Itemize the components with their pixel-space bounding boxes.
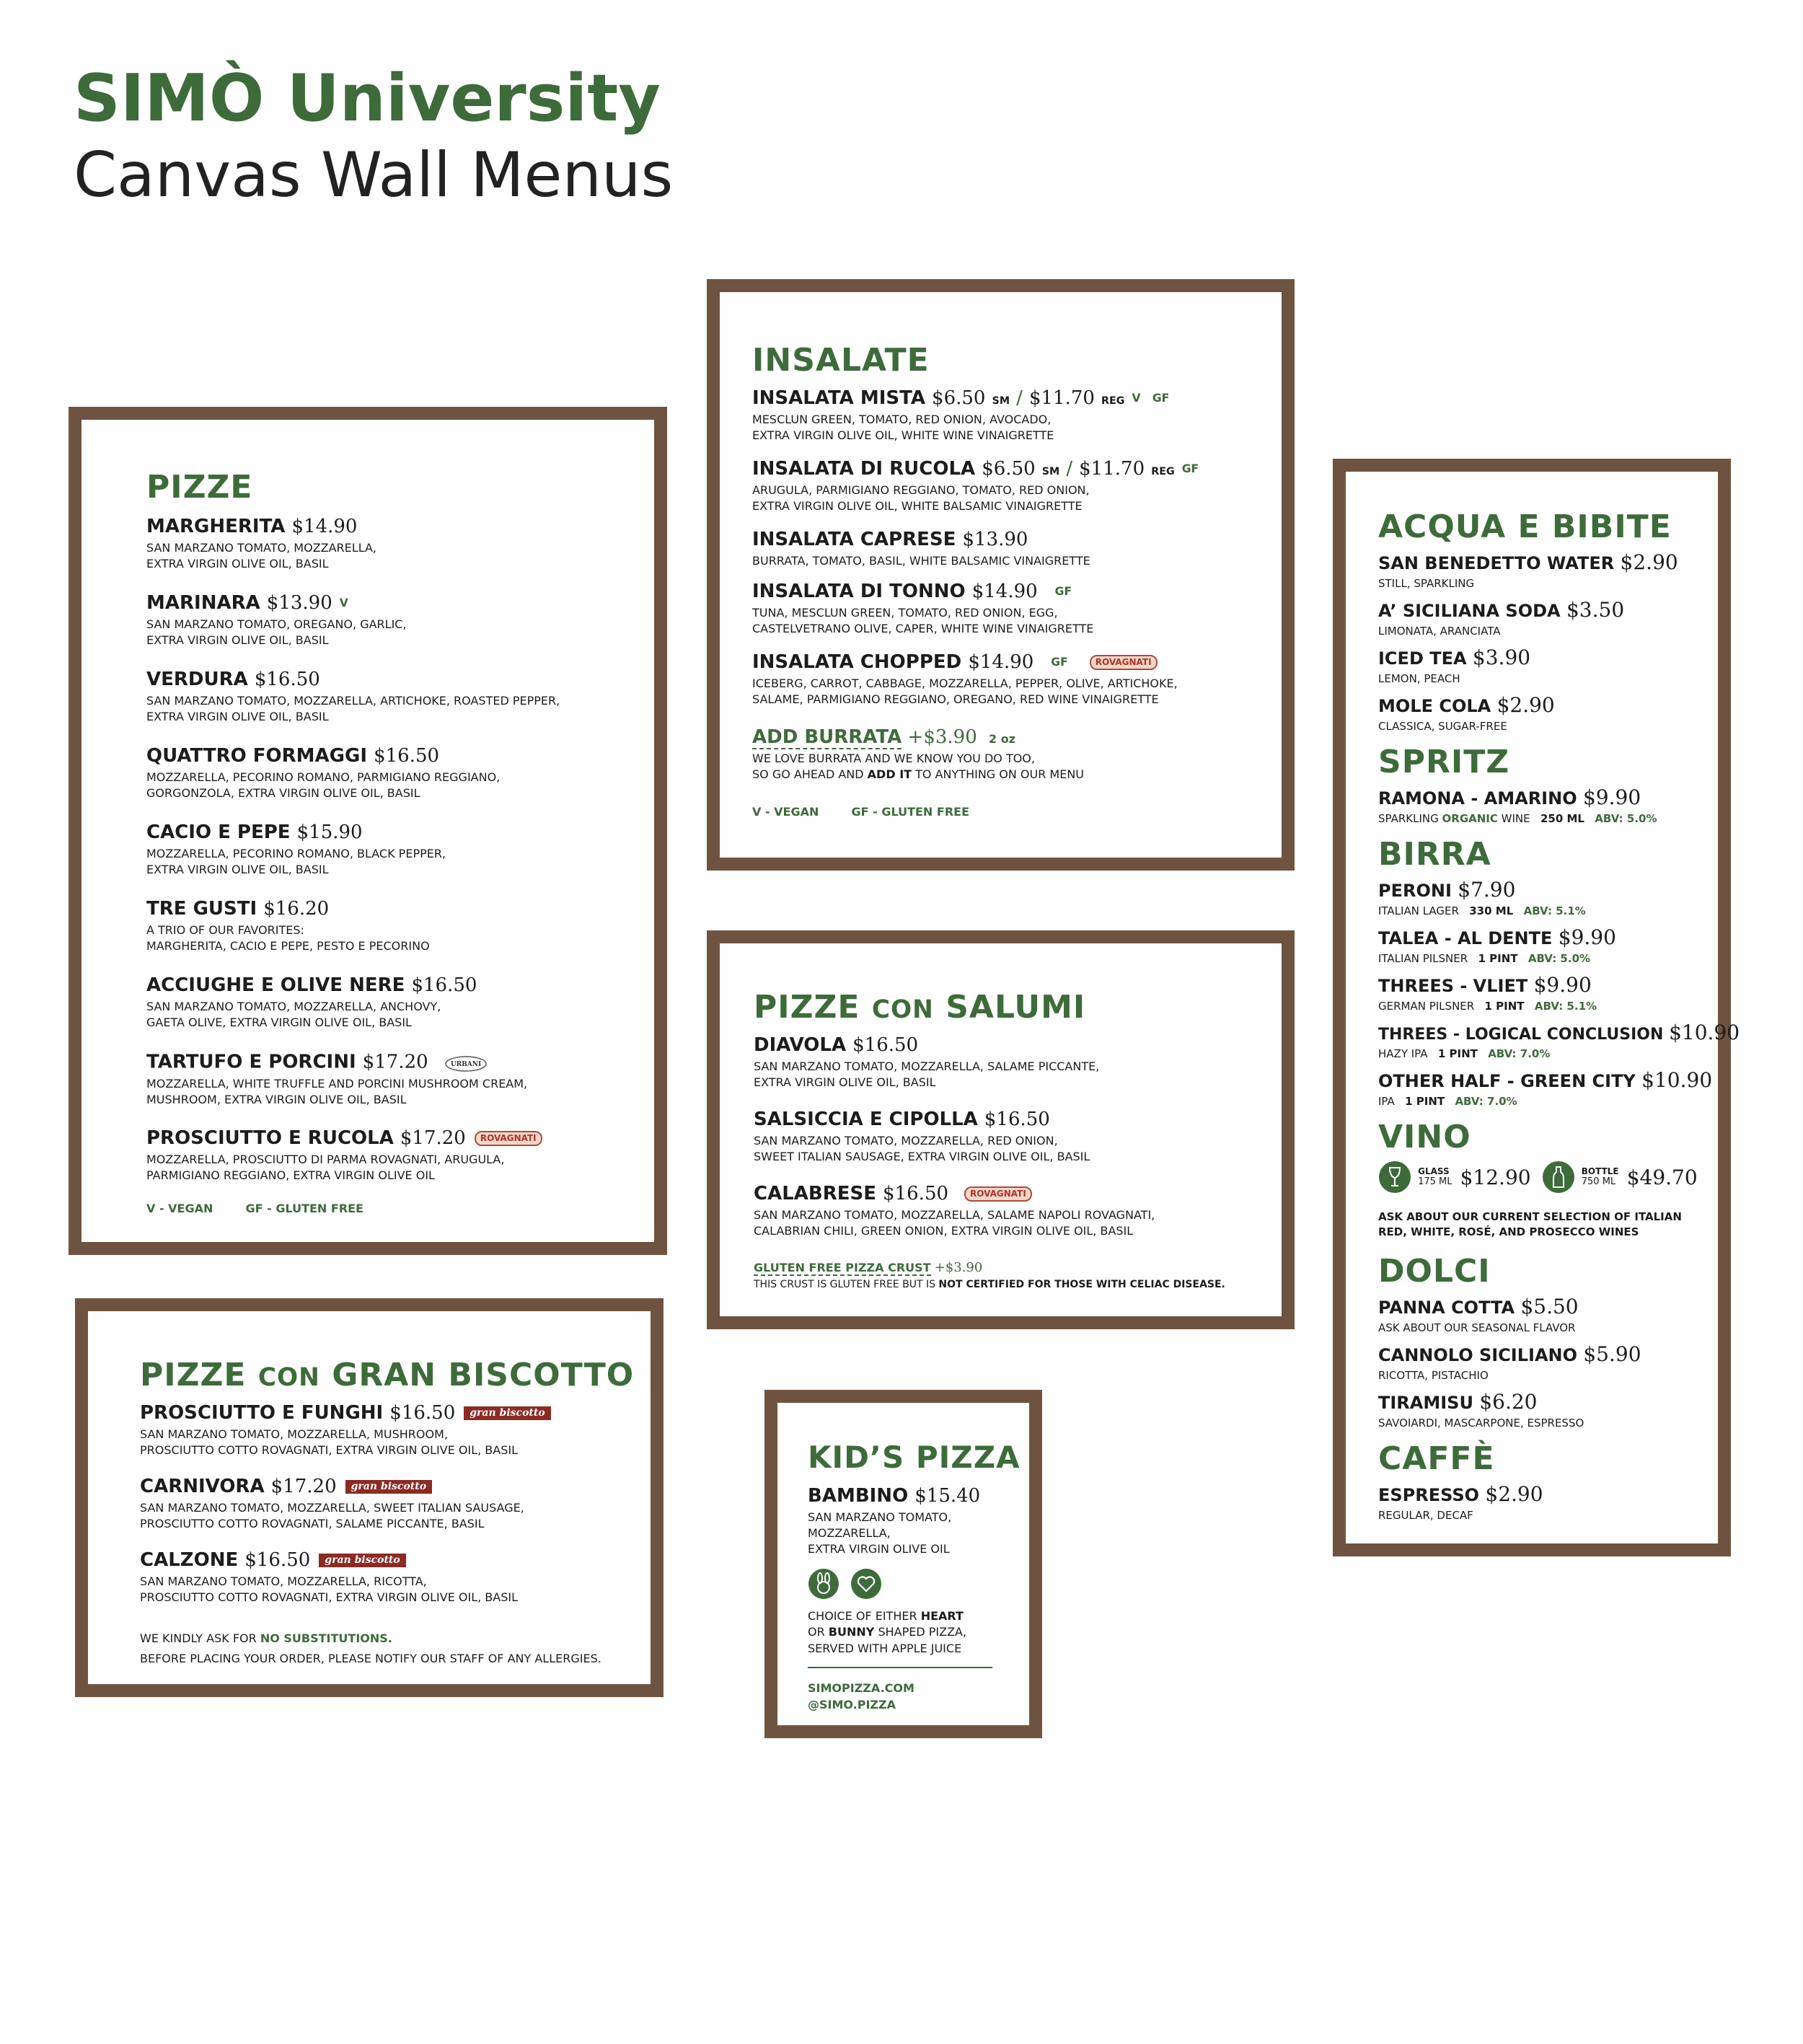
menu-item [754, 1035, 1225, 1109]
page-subtitle: Canvas Wall Menus [74, 139, 674, 211]
item-price: $16.50 [244, 1549, 311, 1571]
gran-biscotto-logo: gran biscotto [345, 1480, 432, 1494]
item-desc: EXTRA VIRGIN OLIVE OIL, BASIL [146, 556, 329, 571]
item-name: MOLE COLA [1378, 696, 1491, 716]
item-price: $13.90 [266, 592, 332, 614]
urbani-logo [442, 1052, 490, 1073]
divider [808, 1667, 992, 1668]
legend-vegan: V - VEGAN [146, 1202, 213, 1215]
social-handle[interactable]: @SIMO.PIZZA [808, 1697, 896, 1712]
item-price: $16.50 [411, 974, 477, 996]
wine-bottle-icon [1542, 1160, 1575, 1194]
item-desc: IPA 1 PINT ABV: 7.0% [1378, 1094, 1517, 1108]
svg-text:URBANI: URBANI [450, 1061, 481, 1068]
item-price: $2.90 [1620, 550, 1678, 574]
item-desc: SAN MARZANO TOMATO, MOZZARELLA, MUSHROOM, [140, 1427, 448, 1441]
item-price: $16.20 [263, 898, 330, 920]
item-desc: EXTRA VIRGIN OLIVE OIL, WHITE BALSAMIC VINAIGRETTE [752, 498, 1083, 513]
item-desc: ICEBERG, CARROT, CABBAGE, MOZZARELLA, PEPPER, OLIVE, ARTICHOKE, [752, 676, 1178, 690]
item-name: CACIO E PEPE [146, 821, 291, 843]
bottle-label: BOTTLE [1581, 1166, 1619, 1176]
item-desc: MARGHERITA, CACIO E PEPE, PESTO E PECORINO [146, 938, 430, 953]
item-name: OTHER HALF - GREEN CITY [1378, 1071, 1636, 1091]
menu-item [146, 899, 560, 975]
menu-item [752, 529, 1199, 581]
insalate-title: INSALATE [752, 342, 930, 379]
item-price: $2.90 [1496, 693, 1555, 717]
menu-item [1378, 787, 1717, 833]
add-burrata [752, 727, 1199, 805]
item-price: $3.50 [1566, 598, 1625, 622]
item-desc: PROSCIUTTO COTTO ROVAGNATI, EXTRA VIRGIN OLIVE OIL, BASIL [140, 1590, 519, 1604]
item-name: PERONI [1378, 881, 1452, 901]
item-name: INSALATA CHOPPED [752, 651, 962, 673]
glass-price: $12.90 [1460, 1165, 1531, 1189]
menu-item [146, 516, 560, 593]
drinks-panel [1333, 459, 1740, 1556]
gran-biscotto-logo: gran biscotto [319, 1554, 405, 1567]
vino-note: ASK ABOUT OUR CURRENT SELECTION OF ITALIAN [1378, 1210, 1682, 1223]
item-price: $9.90 [1533, 973, 1592, 997]
item-desc: PROSCIUTTO COTTO ROVAGNATI, SALAME PICCANTE, BASIL [140, 1516, 485, 1530]
wine-glass-icon [1378, 1160, 1411, 1194]
kids-choice: CHOICE OF EITHER HEART [808, 1608, 964, 1623]
menu-item [146, 593, 560, 669]
item-price: $5.50 [1520, 1295, 1579, 1318]
item-desc: MOZZARELLA, WHITE TRUFFLE AND PORCINI MUSHROOM CREAM, [146, 1077, 528, 1091]
menu-item [808, 1486, 992, 1507]
vegan-tag: V [339, 596, 348, 609]
diet-tags: V GF [1132, 391, 1170, 405]
menu-item [754, 1184, 1225, 1260]
vino-note: RED, WHITE, ROSÉ, AND PROSECCO WINES [1378, 1225, 1639, 1238]
item-price: $16.50 [254, 669, 320, 690]
salumi-panel [707, 930, 1295, 1329]
kids-choice: SERVED WITH APPLE JUICE [808, 1641, 962, 1655]
item-desc: A TRIO OF OUR FAVORITES: [146, 922, 304, 937]
item-desc: ARUGULA, PARMIGIANO REGGIANO, TOMATO, RED ONION, [752, 483, 1090, 497]
menu-item [1378, 647, 1717, 695]
glass-label: GLASS [1418, 1166, 1450, 1176]
kids-choice: OR BUNNY SHAPED PIZZA, [808, 1625, 967, 1639]
item-name: INSALATA MISTA [752, 387, 925, 409]
item-price: $14.90 [291, 516, 358, 537]
item-name: CALABRESE [754, 1183, 876, 1204]
item-price: $15.90 [296, 821, 363, 843]
item-desc: EXTRA VIRGIN OLIVE OIL, BASIL [754, 1075, 936, 1089]
menu-item [146, 1052, 560, 1128]
item-name: CANNOLO SICILIANO [1378, 1345, 1577, 1365]
menu-item [1378, 1296, 1717, 1344]
menu-item [1378, 599, 1717, 647]
item-price: $14.90 [971, 581, 1038, 602]
rovagnati-logo: ROVAGNATI [475, 1131, 542, 1145]
menu-item [140, 1403, 601, 1476]
item-price: $15.40 [914, 1485, 981, 1507]
website-link[interactable]: SIMOPIZZA.COM [808, 1680, 914, 1695]
item-desc: PROSCIUTTO COTTO ROVAGNATI, EXTRA VIRGIN OLIVE OIL, BASIL [140, 1442, 519, 1457]
item-price-small: $6.50 [932, 387, 986, 409]
bottle-volume: 750 ML [1581, 1176, 1616, 1188]
menu-item [140, 1550, 601, 1631]
item-name: PROSCIUTTO E FUNGHI [140, 1402, 384, 1424]
menu-item [146, 746, 560, 822]
insalate-panel [707, 279, 1295, 871]
gf-crust-note: THIS CRUST IS GLUTEN FREE BUT IS NOT CERTIFIED FOR THOSE WITH CELIAC DISEASE. [754, 1279, 1225, 1290]
item-desc: EXTRA VIRGIN OLIVE OIL, BASIL [146, 709, 329, 723]
item-desc: MESCLUN GREEN, TOMATO, RED ONION, AVOCADO, [752, 412, 1052, 426]
rovagnati-logo: ROVAGNATI [1090, 655, 1158, 669]
item-name: SALSICCIA E CIPOLLA [754, 1109, 978, 1130]
item-name: CARNIVORA [140, 1476, 265, 1497]
item-desc: ITALIAN PILSNER 1 PINT ABV: 5.0% [1378, 951, 1591, 965]
kids-panel [764, 1390, 1042, 1738]
item-desc: MOZZARELLA, PECORINO ROMANO, PARMIGIANO REGGIANO, [146, 770, 501, 784]
item-price: $16.50 [374, 745, 440, 767]
burrata-note: SO GO AHEAD AND ADD IT TO ANYTHING ON OUR MENU [752, 767, 1085, 781]
item-desc: SAN MARZANO TOMATO, MOZZARELLA, [146, 540, 377, 555]
pizze-title: PIZZE [146, 469, 253, 506]
add-burrata-price: +$3.90 [907, 726, 977, 748]
item-price: $16.50 [984, 1109, 1050, 1130]
burrata-note: WE LOVE BURRATA AND WE KNOW YOU DO TOO, [752, 751, 1035, 765]
item-name: ESPRESSO [1378, 1485, 1480, 1505]
menu-item [754, 1109, 1225, 1184]
item-desc: ASK ABOUT OUR SEASONAL FLAVOR [1378, 1321, 1576, 1334]
item-desc: SAN MARZANO TOMATO, MOZZARELLA, RICOTTA, [140, 1574, 427, 1588]
item-name: MARINARA [146, 592, 260, 614]
item-price: $16.50 [852, 1034, 919, 1056]
item-desc: SAN MARZANO TOMATO, [808, 1510, 952, 1524]
item-price: $9.90 [1582, 785, 1641, 809]
allergy-note: BEFORE PLACING YOUR ORDER, PLEASE NOTIFY OUR STAFF OF ANY ALLERGIES. [140, 1652, 601, 1666]
menu-item [1378, 927, 1717, 974]
menu-item [1378, 552, 1717, 599]
item-name: ICED TEA [1378, 648, 1467, 669]
item-desc: CASTELVETRANO OLIVE, CAPER, WHITE WINE VINAIGRETTE [752, 621, 1094, 635]
menu-item [1378, 1070, 1717, 1116]
item-desc: SAN MARZANO TOMATO, MOZZARELLA, ANCHOVY, [146, 999, 441, 1013]
item-price: $17.20 [362, 1051, 428, 1073]
item-price: $10.90 [1669, 1021, 1740, 1044]
item-desc: SALAME, PARMIGIANO REGGIANO, OREGANO, RED WINE VINAIGRETTE [752, 692, 1159, 706]
menu-item [752, 652, 1199, 727]
gf-crust-price: +$3.90 [934, 1260, 983, 1275]
kids-title: KID’S PIZZA [808, 1440, 1020, 1475]
item-name: RAMONA - AMARINO [1378, 788, 1577, 809]
item-price: $14.90 [968, 651, 1034, 673]
menu-item [146, 975, 560, 1052]
biscotto-title: PIZZE CON GRAN BISCOTTO [140, 1357, 635, 1393]
item-desc: SPARKLING ORGANIC WINE 250 ML ABV: 5.0% [1378, 811, 1657, 825]
diet-tags: GF [1051, 655, 1068, 669]
item-name: MARGHERITA [146, 516, 286, 537]
item-desc: EXTRA VIRGIN OLIVE OIL, BASIL [146, 862, 329, 876]
item-price: $6.20 [1479, 1390, 1538, 1414]
menu-item: INSALATA DI RUCOLA $6.50 SM / $11.70 REG GF ARUGULA, PARMIGIANO REGGIANO, TOMATO, RED ONION, EXTRA VIRGIN OLIVE OIL, WHITE BALSAMIC VINAIGRETTE [752, 459, 1199, 529]
bunny-icon [808, 1568, 839, 1600]
item-desc: SAVOIARDI, MASCARPONE, ESPRESSO [1378, 1416, 1584, 1430]
item-desc: SAN MARZANO TOMATO, MOZZARELLA, RED ONION, [754, 1133, 1058, 1147]
glass-volume: 175 ML [1418, 1176, 1452, 1188]
item-desc: TUNA, MESCLUN GREEN, TOMATO, RED ONION, EGG, [752, 605, 1058, 620]
item-desc: EXTRA VIRGIN OLIVE OIL, BASIL [146, 633, 329, 647]
item-name: QUATTRO FORMAGGI [146, 745, 367, 767]
item-price-small: $6.50 [982, 458, 1036, 480]
item-desc: MOZZARELLA, [808, 1525, 891, 1540]
menu-item [1378, 1021, 1740, 1070]
menu-item [1378, 1391, 1717, 1437]
item-price: $10.90 [1641, 1068, 1713, 1092]
item-price: $16.50 [389, 1402, 456, 1424]
item-desc: SAN MARZANO TOMATO, MOZZARELLA, SALAME PICCANTE, [754, 1059, 1100, 1073]
legend-gluten-free: GF - GLUTEN FREE [245, 1202, 363, 1215]
gran-biscotto-logo: gran biscotto [464, 1406, 550, 1420]
item-desc: LEMON, PEACH [1378, 671, 1460, 685]
page-title: SIMÒ University [74, 61, 661, 136]
item-price: $2.90 [1485, 1482, 1543, 1506]
item-desc: BURRATA, TOMATO, BASIL, WHITE BALSAMIC VINAIGRETTE [752, 553, 1090, 568]
item-desc: CLASSICA, SUGAR-FREE [1378, 719, 1507, 733]
menu-item [752, 581, 1199, 652]
item-desc: EXTRA VIRGIN OLIVE OIL, WHITE WINE VINAIGRETTE [752, 428, 1054, 442]
item-desc: RICOTTA, PISTACHIO [1378, 1368, 1489, 1382]
menu-item [1378, 974, 1717, 1022]
menu-item [140, 1476, 601, 1550]
item-name: TRE GUSTI [146, 898, 257, 920]
item-desc: SAN MARZANO TOMATO, OREGANO, GARLIC, [146, 617, 407, 631]
item-price: $16.50 [883, 1183, 949, 1204]
item-name: TALEA - AL DENTE [1378, 928, 1553, 948]
add-burrata-label: ADD BURRATA [752, 726, 902, 748]
gluten-free-crust [754, 1260, 1225, 1292]
menu-item: INSALATA MISTA $6.50 SM / $11.70 REG V GF MESCLUN GREEN, TOMATO, RED ONION, AVOCADO, EXTRA VIRGIN OLIVE OIL, WHITE WINE VINAIGRETTE [752, 388, 1199, 459]
item-desc: REGULAR, DECAF [1378, 1508, 1473, 1522]
item-desc: SAN MARZANO TOMATO, MOZZARELLA, SALAME NAPOLI ROVAGNATI, [754, 1207, 1155, 1222]
item-price: $17.20 [400, 1127, 466, 1149]
item-price: $17.20 [270, 1476, 337, 1497]
item-name: TARTUFO E PORCINI [146, 1051, 356, 1073]
item-name: INSALATA DI TONNO [752, 581, 966, 602]
caffe-title: CAFFÈ [1378, 1440, 1495, 1477]
item-price-regular: $11.70 [1079, 458, 1145, 480]
item-desc: GORGONZOLA, EXTRA VIRGIN OLIVE OIL, BASIL [146, 785, 420, 800]
item-price: $5.90 [1583, 1342, 1641, 1366]
item-desc: CALABRIAN CHILI, GREEN ONION, EXTRA VIRGIN OLIVE OIL, BASIL [754, 1223, 1134, 1238]
gf-crust-label: GLUTEN FREE PIZZA CRUST [754, 1261, 931, 1274]
diet-tags: GF [1181, 462, 1199, 475]
item-name: INSALATA DI RUCOLA [752, 458, 976, 480]
item-desc: MOZZARELLA, PECORINO ROMANO, BLACK PEPPER, [146, 846, 446, 860]
item-name: THREES - LOGICAL CONCLUSION [1378, 1026, 1664, 1044]
item-desc: SAN MARZANO TOMATO, MOZZARELLA, SWEET ITALIAN SAUSAGE, [140, 1500, 524, 1515]
bottle-price: $49.70 [1626, 1165, 1698, 1189]
item-name: PANNA COTTA [1378, 1298, 1515, 1318]
rovagnati-logo: ROVAGNATI [964, 1186, 1032, 1201]
item-price: $7.90 [1458, 878, 1516, 902]
item-name: A’ SICILIANA SODA [1378, 601, 1561, 621]
item-name: TIRAMISU [1378, 1393, 1473, 1413]
pizze-panel [69, 407, 667, 1255]
item-name: INSALATA CAPRESE [752, 529, 956, 550]
item-name: CALZONE [140, 1549, 239, 1571]
item-name: SAN BENEDETTO WATER [1378, 553, 1615, 573]
heart-icon [850, 1568, 882, 1600]
item-price-regular: $11.70 [1028, 387, 1095, 409]
vino-prices [1378, 1160, 1717, 1199]
item-desc: GAETA OLIVE, EXTRA VIRGIN OLIVE OIL, BASIL [146, 1015, 412, 1029]
item-desc: GERMAN PILSNER 1 PINT ABV: 5.1% [1378, 999, 1597, 1013]
item-name: PROSCIUTTO E RUCOLA [146, 1127, 394, 1149]
birra-title: BIRRA [1378, 836, 1491, 873]
diet-tags: GF [1054, 584, 1072, 598]
menu-item [146, 1128, 560, 1197]
item-desc: MOZZARELLA, PROSCIUTTO DI PARMA ROVAGNATI, ARUGULA, [146, 1152, 505, 1166]
legend-vegan: V - VEGAN [752, 805, 819, 819]
menu-item [146, 822, 560, 899]
item-price: $13.90 [962, 529, 1028, 550]
item-name: VERDURA [146, 669, 248, 690]
item-price: $3.90 [1472, 646, 1531, 669]
item-desc: SWEET ITALIAN SAUSAGE, EXTRA VIRGIN OLIVE OIL, BASIL [754, 1149, 1090, 1163]
menu-item [146, 669, 560, 746]
item-desc: MUSHROOM, EXTRA VIRGIN OLIVE OIL, BASIL [146, 1093, 407, 1107]
dolci-title: DOLCI [1378, 1253, 1491, 1290]
vino-title: VINO [1378, 1119, 1471, 1155]
add-burrata-size: 2 oz [989, 732, 1016, 746]
item-desc: SAN MARZANO TOMATO, MOZZARELLA, ARTICHOKE, ROASTED PEPPER, [146, 693, 560, 708]
item-desc: PARMIGIANO REGGIANO, EXTRA VIRGIN OLIVE OIL [146, 1168, 435, 1182]
item-desc: HAZY IPA 1 PINT ABV: 7.0% [1378, 1047, 1551, 1060]
substitution-note: WE KINDLY ASK FOR NO SUBSTITUTIONS. [140, 1631, 392, 1645]
biscotto-panel [75, 1298, 664, 1697]
salumi-title: PIZZE CON SALUMI [754, 989, 1086, 1026]
item-price: $9.90 [1558, 925, 1616, 949]
menu-item [1378, 1344, 1717, 1391]
item-name: DIAVOLA [754, 1034, 847, 1056]
item-name: BAMBINO [808, 1485, 909, 1507]
menu-item [1378, 695, 1717, 741]
item-name: ACCIUGHE E OLIVE NERE [146, 974, 405, 996]
acqua-title: ACQUA E BIBITE [1378, 508, 1672, 545]
spritz-title: SPRITZ [1378, 744, 1510, 780]
legend-gluten-free: GF - GLUTEN FREE [851, 805, 969, 819]
item-desc: LIMONATA, ARANCIATA [1378, 624, 1501, 638]
item-desc: STILL, SPARKLING [1378, 576, 1475, 590]
menu-item [1378, 1484, 1717, 1523]
menu-item [1378, 879, 1717, 927]
item-name: THREES - VLIET [1378, 976, 1528, 996]
item-desc: ITALIAN LAGER 330 ML ABV: 5.1% [1378, 904, 1586, 917]
item-desc: EXTRA VIRGIN OLIVE OIL [808, 1542, 950, 1556]
